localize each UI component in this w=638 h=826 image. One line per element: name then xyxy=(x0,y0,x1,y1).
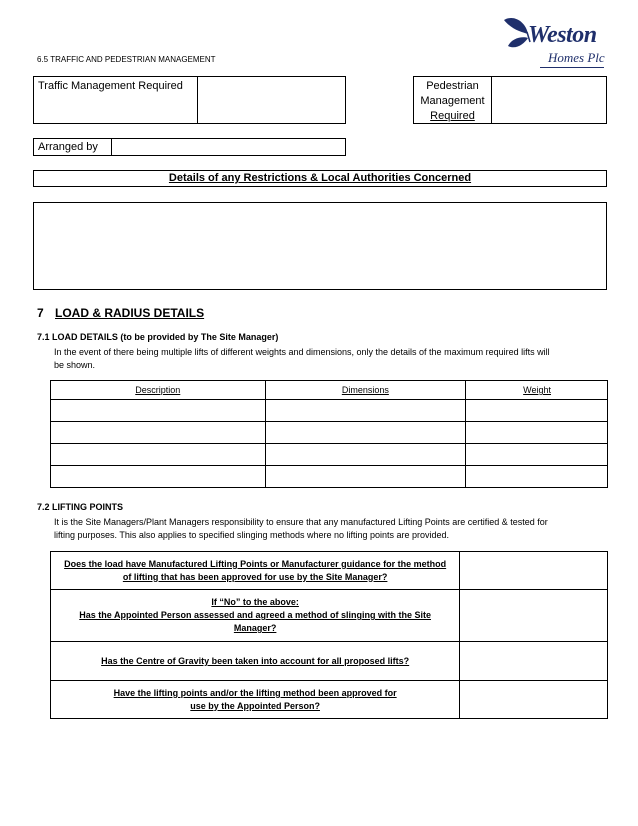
load-cell-dimensions[interactable] xyxy=(265,400,466,422)
logo-text-homes: Homes Plc xyxy=(548,50,605,65)
restrictions-heading: Details of any Restrictions & Local Authorities Concerned xyxy=(168,172,472,184)
load-header-weight xyxy=(466,381,608,400)
lifting-question-2-line1: If “No” to the above: xyxy=(211,597,299,607)
lifting-answer-2[interactable] xyxy=(460,590,608,642)
traffic-management-label: Traffic Management Required xyxy=(38,80,183,92)
table-row xyxy=(51,422,608,444)
load-cell-dimensions[interactable] xyxy=(265,422,466,444)
restrictions-details-box[interactable] xyxy=(33,202,607,290)
lifting-question-4 xyxy=(51,681,460,719)
section-7-title: LOAD & RADIUS DETAILS xyxy=(55,306,205,320)
pedestrian-divider xyxy=(491,76,492,124)
pedestrian-label-line1: Pedestrian xyxy=(426,80,479,92)
section-7-2-heading: 7.2 LIFTING POINTS xyxy=(37,502,124,512)
load-header-description-text: Description xyxy=(135,385,181,395)
section-6-5-heading: 6.5 TRAFFIC AND PEDESTRIAN MANAGEMENT xyxy=(37,55,216,64)
section-7-2-body-line2: lifting purposes. This also applies to specified slinging methods where no lifting points are provided. xyxy=(54,530,450,540)
arranged-by-label: Arranged by xyxy=(38,141,98,153)
load-cell-weight[interactable] xyxy=(466,466,608,488)
load-header-description xyxy=(51,381,266,400)
logo-underline xyxy=(540,67,604,68)
section-7-2-body-line1: It is the Site Managers/Plant Managers responsibility to ensure that any manufactured Lifting Points are certified & tested for xyxy=(54,517,548,527)
lifting-question-2-line3: Manager? xyxy=(233,623,277,633)
lifting-question-1-line2: of lifting that has been approved for use by the Site Manager? xyxy=(122,571,388,582)
table-row xyxy=(51,466,608,488)
load-cell-weight[interactable] xyxy=(466,422,608,444)
pedestrian-label xyxy=(414,79,491,124)
lifting-question-1 xyxy=(51,552,460,590)
lifting-question-4-line1: Have the lifting points and/or the lifting method been approved for xyxy=(113,687,397,698)
load-cell-weight[interactable] xyxy=(466,444,608,466)
lifting-question-4-line2: use by the Appointed Person? xyxy=(190,700,320,711)
section-7-1-body xyxy=(54,346,609,372)
lifting-question-2 xyxy=(51,590,460,642)
load-cell-weight[interactable] xyxy=(466,400,608,422)
lifting-question-3-text: Has the Centre of Gravity been taken into account for all proposed lifts? xyxy=(101,656,410,666)
lifting-answer-3[interactable] xyxy=(460,642,608,681)
traffic-management-field[interactable] xyxy=(199,78,344,122)
arranged-by-field[interactable] xyxy=(113,140,344,154)
load-cell-dimensions[interactable] xyxy=(265,466,466,488)
pedestrian-label-line2: Management xyxy=(420,95,485,107)
lifting-question-2-line2: Has the Appointed Person assessed and agreed a method of slinging with the Site xyxy=(79,610,431,620)
lifting-answer-4[interactable] xyxy=(460,681,608,719)
load-header-weight-text: Weight xyxy=(523,385,551,395)
lifting-question-1-line1: Does the load have Manufactured Lifting Points or Manufacturer guidance for the method xyxy=(64,558,447,569)
pedestrian-management-field[interactable] xyxy=(493,78,605,122)
table-row xyxy=(51,400,608,422)
table-row xyxy=(51,681,608,719)
table-row xyxy=(51,552,608,590)
section-7-1-body-line1: In the event of there being multiple lifts of different weights and dimensions, only the details of the maximum required lifts will xyxy=(54,347,550,357)
load-cell-dimensions[interactable] xyxy=(265,444,466,466)
load-cell-description[interactable] xyxy=(51,400,266,422)
table-row xyxy=(51,642,608,681)
load-header-dimensions xyxy=(265,381,466,400)
load-table-header-row xyxy=(51,381,608,400)
section-7-1-body-line2: be shown. xyxy=(54,360,96,370)
lifting-question-3 xyxy=(51,642,460,681)
table-row xyxy=(51,444,608,466)
table-row xyxy=(51,590,608,642)
section-7-1-heading: 7.1 LOAD DETAILS (to be provided by The Site Manager) xyxy=(37,332,279,342)
arranged-by-divider xyxy=(111,138,112,156)
load-cell-description[interactable] xyxy=(51,466,266,488)
company-logo xyxy=(500,12,610,70)
load-details-table xyxy=(50,380,608,488)
logo-text-weston: Weston xyxy=(528,22,597,48)
pedestrian-label-line3: Required xyxy=(430,110,475,122)
lifting-points-table xyxy=(50,551,608,719)
lifting-answer-1[interactable] xyxy=(460,552,608,590)
load-header-dimensions-text: Dimensions xyxy=(341,385,389,395)
section-7-2-body xyxy=(54,516,609,542)
load-cell-description[interactable] xyxy=(51,422,266,444)
traffic-divider xyxy=(197,76,198,124)
section-7-number: 7 xyxy=(37,306,44,320)
load-cell-description[interactable] xyxy=(51,444,266,466)
